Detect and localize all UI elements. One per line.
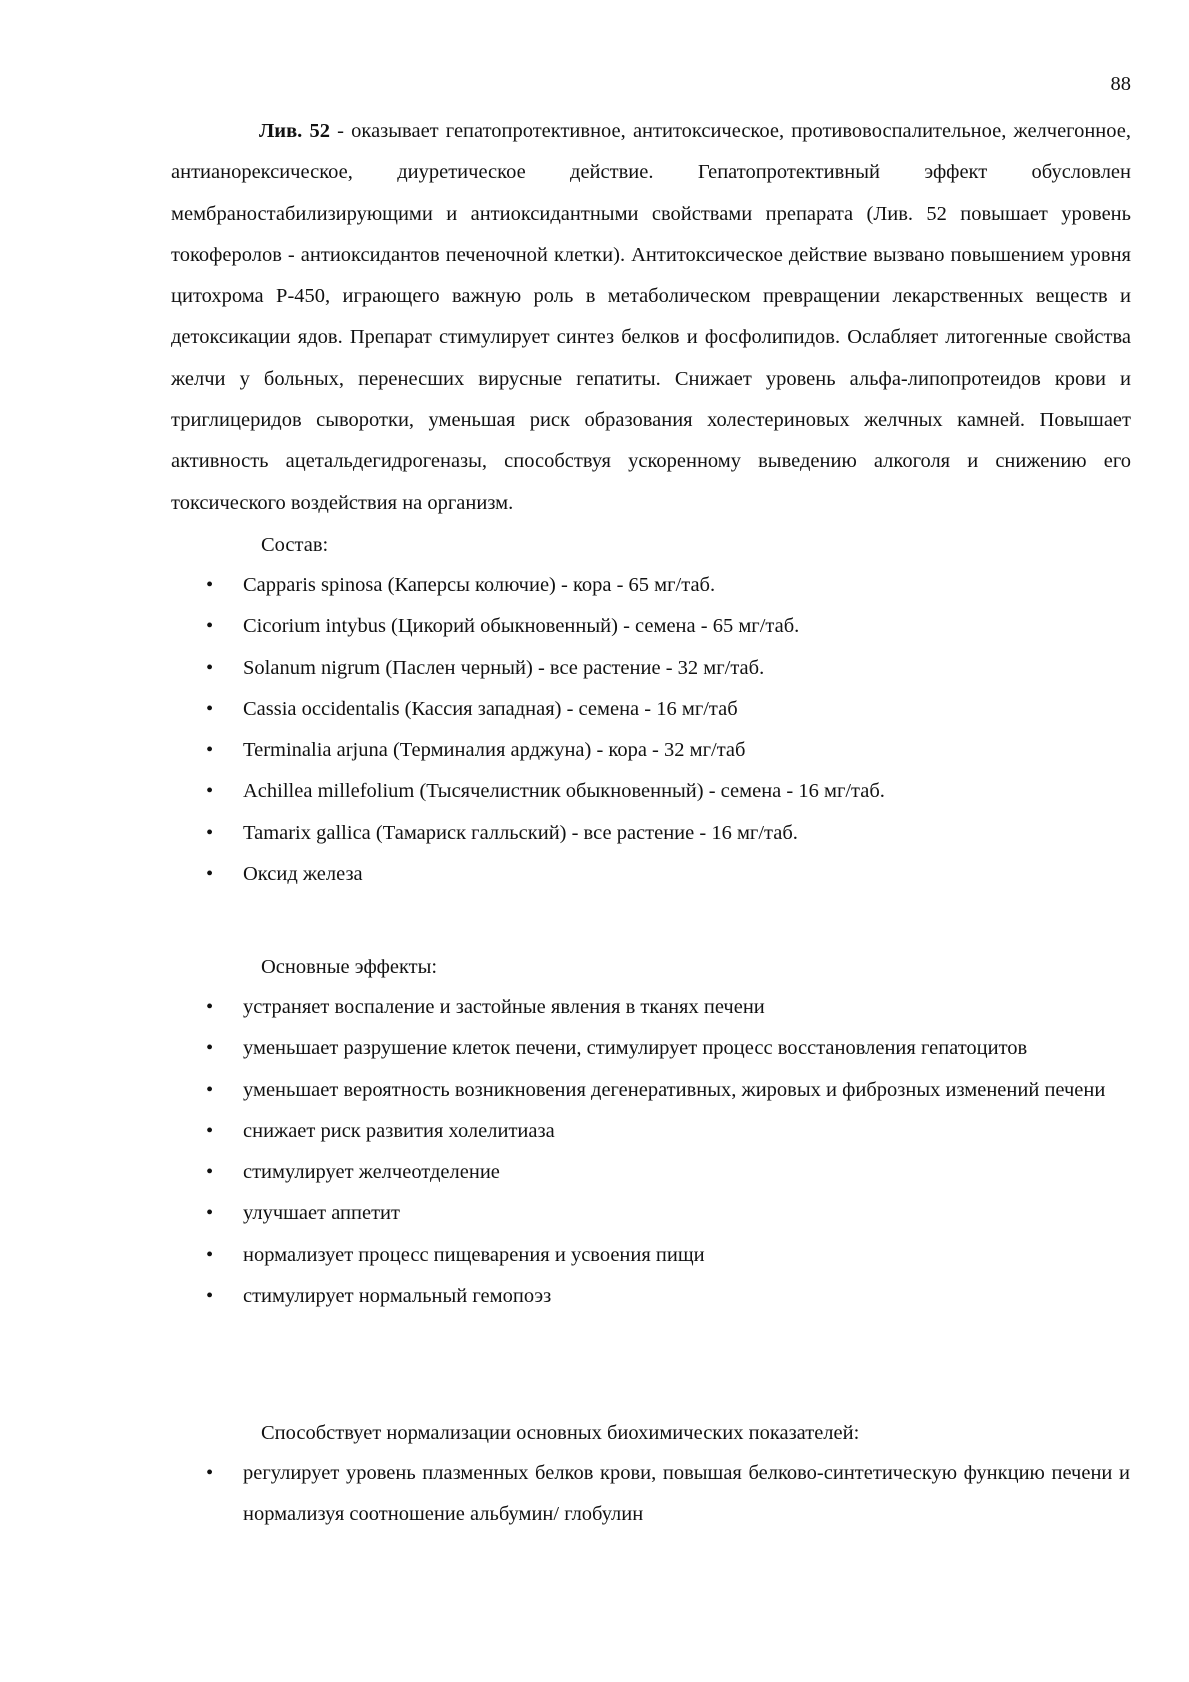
list-item: • устраняет воспаление и застойные явления в тканях печени [0, 987, 1189, 1028]
bullet-icon: • [206, 1119, 214, 1142]
effects-list [0, 987, 1189, 1317]
bullet-icon: • [206, 656, 214, 679]
list-item: • Tamarix gallica (Тамариск галльский) - все растение - 16 мг/таб. [0, 813, 1189, 854]
list-item: • Achillea millefolium (Тысячелистник обыкновенный) - семена - 16 мг/таб. [0, 771, 1189, 812]
bullet-icon: • [206, 1078, 214, 1101]
bullet-icon: • [206, 996, 214, 1018]
list-item: • улучшает аппетит [0, 1193, 1189, 1234]
list-item: • стимулирует нормальный гемопоэз [0, 1276, 1189, 1317]
list-item: • Cicorium intybus (Цикорий обыкновенный) - семена - 65 мг/таб. [0, 606, 1189, 647]
bullet-icon: • [206, 1285, 214, 1308]
list-item: • снижает риск развития холелитиаза [0, 1111, 1189, 1152]
bullet-icon: • [206, 739, 214, 762]
intro-text: - оказывает гепатопротективное, антитоксическое, противовоспалительное, желчегонное, антианорексическое, диуретическое действие. Гепатопротективный эффект обусловлен мембраностабилизирующими и антиоксидантными свойствами препарата (Лив. 52 повышает уровень токоферолов - антиоксидантов печеночной клетки). Антитоксическое действие вызвано повышением уровня цитохрома Р-450, играющего важную роль в метаболическом превращении лекарственных веществ и детоксикации ядов. Препарат стимулирует синтез белков и фосфолипидов. Ослабляет литогенные свойства желчи у больных, перенесших вирусные гепатиты. Снижает уровень альфа-липопротеидов крови и триглицеридов сыворотки, уменьшая риск образования холестериновых желчных камней. Повышает активность ацетальдегидрогеназы, способствуя ускоренному выведению алкоголя и снижению его токсического воздействия на организм. [171, 120, 1131, 514]
bullet-icon: • [206, 821, 214, 844]
bullet-icon: • [206, 1161, 214, 1184]
list-item: • Terminalia arjuna (Терминалия арджуна) - кора - 32 мг/таб [0, 730, 1189, 771]
bullet-icon: • [206, 1037, 214, 1060]
composition-heading: Состав: [261, 534, 329, 556]
bullet-icon: • [206, 1243, 214, 1266]
biochem-list [0, 1453, 1189, 1536]
bullet-icon: • [206, 780, 214, 803]
drug-name: Лив. 52 [259, 120, 330, 142]
list-item: • уменьшает вероятность возникновения дегенеративных, жировых и фиброзных изменений печени [0, 1070, 1189, 1111]
bullet-icon: • [206, 697, 214, 720]
page-number: 88 [1110, 73, 1131, 95]
biochem-heading: Способствует нормализации основных биохимических показателей: [261, 1422, 860, 1444]
list-item: • Оксид железа [0, 854, 1189, 895]
list-item: • стимулирует желчеотделение [0, 1152, 1189, 1193]
bullet-icon: • [206, 863, 214, 886]
composition-list [0, 565, 1189, 895]
list-item: • уменьшает разрушение клеток печени, стимулирует процесс восстановления гепатоцитов [0, 1028, 1189, 1069]
intro-paragraph [171, 111, 1131, 524]
bullet-icon: • [206, 615, 214, 638]
bullet-icon: • [206, 1462, 214, 1484]
list-item: • нормализует процесс пищеварения и усвоения пищи [0, 1235, 1189, 1276]
list-item: • Cassia occidentalis (Кассия западная) - семена - 16 мг/таб [0, 689, 1189, 730]
list-item: • регулирует уровень плазменных белков крови, повышая белково-синтетическую функцию печени и нормализуя соотношение альбумин/ глобулин [0, 1453, 1189, 1536]
bullet-icon: • [206, 574, 214, 596]
bullet-icon: • [206, 1202, 214, 1225]
list-item: • Capparis spinosa (Каперсы колючие) - кора - 65 мг/таб. [0, 565, 1189, 606]
list-item: • Solanum nigrum (Паслен черный) - все растение - 32 мг/таб. [0, 648, 1189, 689]
effects-heading: Основные эффекты: [261, 956, 438, 978]
